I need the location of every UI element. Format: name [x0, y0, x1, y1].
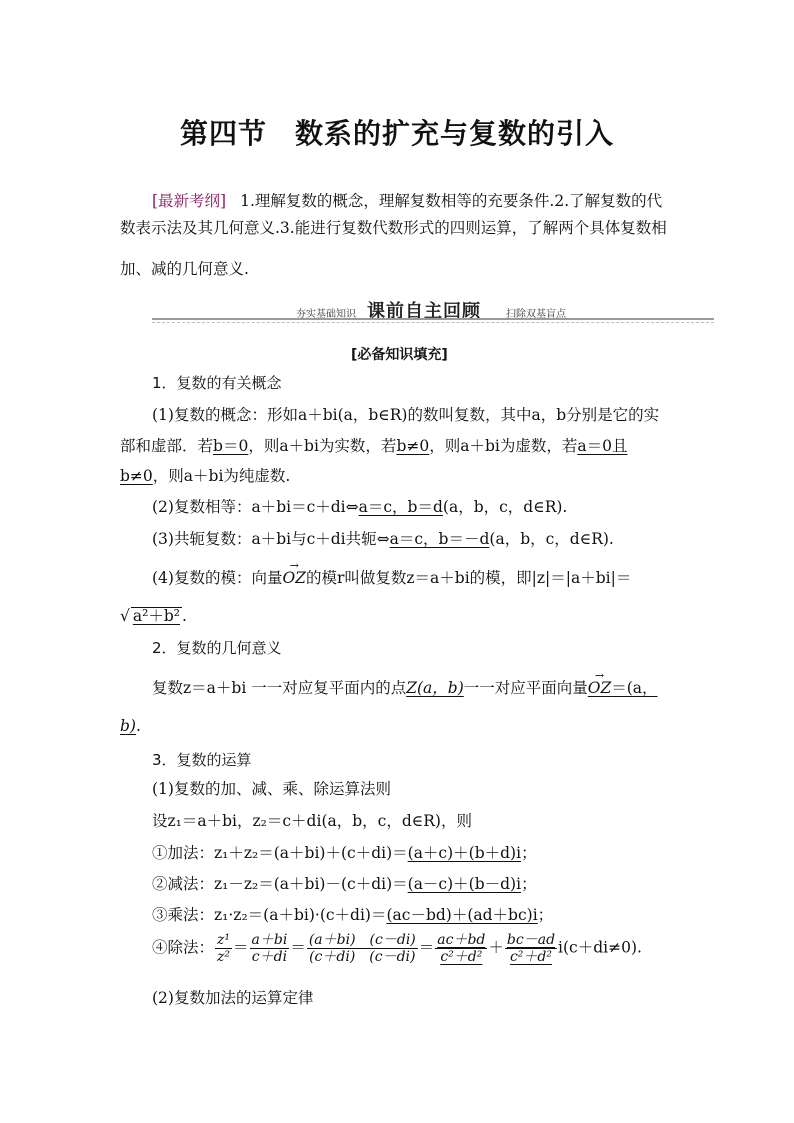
s1-text: (a，b，c，d∈R).: [442, 498, 568, 516]
vector-oz: → OZ: [282, 568, 305, 588]
banner-divider-dashed: [152, 322, 714, 323]
s3-add: [152, 843, 537, 863]
s3-text: ①加法：z₁＋z₂＝(a＋bi)＋(c＋di)＝: [152, 844, 408, 862]
s1-text: 的模r叫做复数z＝a＋bi的模，即|z|＝|a＋bi|＝: [305, 569, 632, 587]
blank-equality-condition: a＝c，b＝d: [358, 498, 443, 516]
s3-sub2: (2)复数加法的运算定律: [152, 989, 314, 1007]
s3-sub: [152, 874, 537, 894]
s3-text: ；: [521, 844, 537, 862]
s2-text: 复数z＝a＋bi 一一对应复平面内的点: [152, 679, 407, 697]
frac-num: (a＋bi) (c－di): [308, 932, 416, 948]
s3-setup: 设z₁＝a＋bi，z₂＝c＋di(a，b，c，d∈R)，则: [152, 812, 472, 830]
banner-divider: [152, 318, 714, 320]
frac-z1-z2: [215, 932, 232, 965]
s1-item2: [152, 497, 567, 517]
vector-oz-2: → OZ: [588, 678, 611, 698]
s1-item1-line1: (1)复数的概念：形如a＋bi(a，b∈R)的数叫复数，其中a，b分别是它的实: [152, 406, 660, 424]
s1-text: ，则a＋bi为虚数，若: [429, 437, 578, 455]
frac-expanded: [307, 932, 418, 965]
blank-modulus: a²＋b²: [132, 607, 180, 625]
knowledge-box-heading: [必备知识填充]: [351, 347, 448, 363]
banner-right-text: 扫除双基盲点: [506, 309, 566, 320]
s1-item4: [152, 568, 631, 588]
frac-den: (c＋di) (c－di): [309, 949, 416, 965]
s1-text: ，则a＋bi为实数，若: [248, 437, 397, 455]
sqrt-sign: √: [120, 607, 130, 625]
frac-real-part: [435, 932, 487, 965]
s1-text: ，则a＋bi为纯虚数.: [152, 467, 291, 485]
s3-text: ②减法：z₁－z₂＝(a＋bi)－(c＋di)＝: [152, 875, 408, 893]
frac-imag-part: [505, 932, 557, 965]
s3-div: ④除法： $\frac{\text{z¹}}{\text{z²}}$ ＝ $\frac{a+bi}{c+di}$ ＝ $\frac{(a+bi) (c-di)}{(c+di) (c-di)}$ ＝ $\frac{ac+bd}{\text{c²＋d²}}$ ＋ $\frac{bc-ad}{\text{c²＋d²}}$ i(c＋di≠0).: [152, 932, 642, 965]
s1-item1-line3: [120, 466, 290, 486]
title-text: 数系的扩充与复数的引入: [295, 117, 615, 150]
s1-item4-modulus: [120, 606, 187, 626]
s1-text: .: [181, 607, 187, 625]
frac-ab-cd: [250, 932, 290, 965]
s1-text: 部和虚部．若: [120, 437, 214, 455]
blank-real-den: c²＋d²: [440, 949, 483, 965]
intro-line-3: 加、减的几何意义.: [120, 260, 249, 278]
blank-vector-value-2: b): [120, 717, 136, 735]
blank-point-z: Z(a，b): [406, 679, 464, 697]
section-1-heading: 1．复数的有关概念: [152, 374, 282, 392]
blank-sub-result: (a－c)＋(b－d)i: [407, 875, 522, 893]
s1-text: (3)共轭复数：a＋bi与c＋di共轭⇔: [152, 530, 390, 548]
s3-mul: [152, 905, 553, 925]
blank-b-nonzero-2: b≠0: [120, 467, 153, 485]
section-3-heading: 3．复数的运算: [152, 751, 252, 769]
blank-real-num: ac＋bd: [437, 932, 486, 948]
s1-text: (a，b，c，d∈R).: [489, 530, 614, 548]
frac-den: z²: [217, 949, 231, 965]
s3-text: i(c＋di≠0).: [558, 938, 642, 957]
intro-line-1: [152, 191, 662, 211]
title-section-number: 第四节: [179, 117, 267, 150]
s1-item3: [152, 529, 614, 549]
blank-imag-den: c²＋d²: [509, 949, 552, 965]
s2-text: 一一对应平面向量: [463, 679, 588, 697]
frac-den: c＋di: [251, 949, 288, 965]
blank-b-nonzero: b≠0: [396, 437, 430, 455]
banner-left-text: 夯实基础知识: [296, 309, 356, 320]
s1-item1-line2: [120, 436, 627, 456]
banner-title: 课前自主回顾: [367, 301, 481, 322]
section-2-heading: 2．复数的几何意义: [152, 639, 282, 657]
intro-line-2: 数表示法及其几何意义.3.能进行复数代数形式的四则运算，了解两个具体复数相: [120, 219, 667, 237]
page-title: [0, 112, 794, 152]
blank-conjugate-condition: a＝c，b＝－d: [389, 530, 490, 548]
blank-imag-num: bc－ad: [506, 932, 556, 948]
intro-text-1: 1.理解复数的概念，理解复数相等的充要条件.2.了解复数的代: [240, 192, 663, 210]
blank-vector-value: ＝(a，: [611, 679, 658, 697]
syllabus-tag: [最新考纲]: [152, 192, 227, 210]
s3-text: ④除法：: [152, 938, 215, 957]
s3-text: ；: [537, 906, 554, 924]
frac-num: a＋bi: [251, 932, 288, 948]
blank-a-zero: a＝0且: [577, 437, 628, 455]
s2-text: .: [135, 717, 141, 735]
s3-text: ；: [521, 875, 537, 893]
s2-line1: [152, 678, 658, 698]
s1-text: (2)复数相等：a＋bi＝c＋di⇔: [152, 498, 359, 516]
s1-text: (4)复数的模：向量: [152, 569, 283, 587]
s3-sub1: (1)复数的加、减、乘、除运算法则: [152, 780, 391, 798]
blank-b-zero: b＝0: [213, 437, 249, 455]
blank-mul-result: (ac－bd)＋(ad＋bc)i: [386, 906, 538, 924]
s3-text: ③乘法：z₁·z₂＝(a＋bi)·(c＋di)＝: [152, 906, 387, 924]
frac-num: z¹: [217, 932, 231, 948]
s2-line2: [120, 716, 141, 736]
blank-add-result: (a＋c)＋(b＋d)i: [407, 844, 522, 862]
